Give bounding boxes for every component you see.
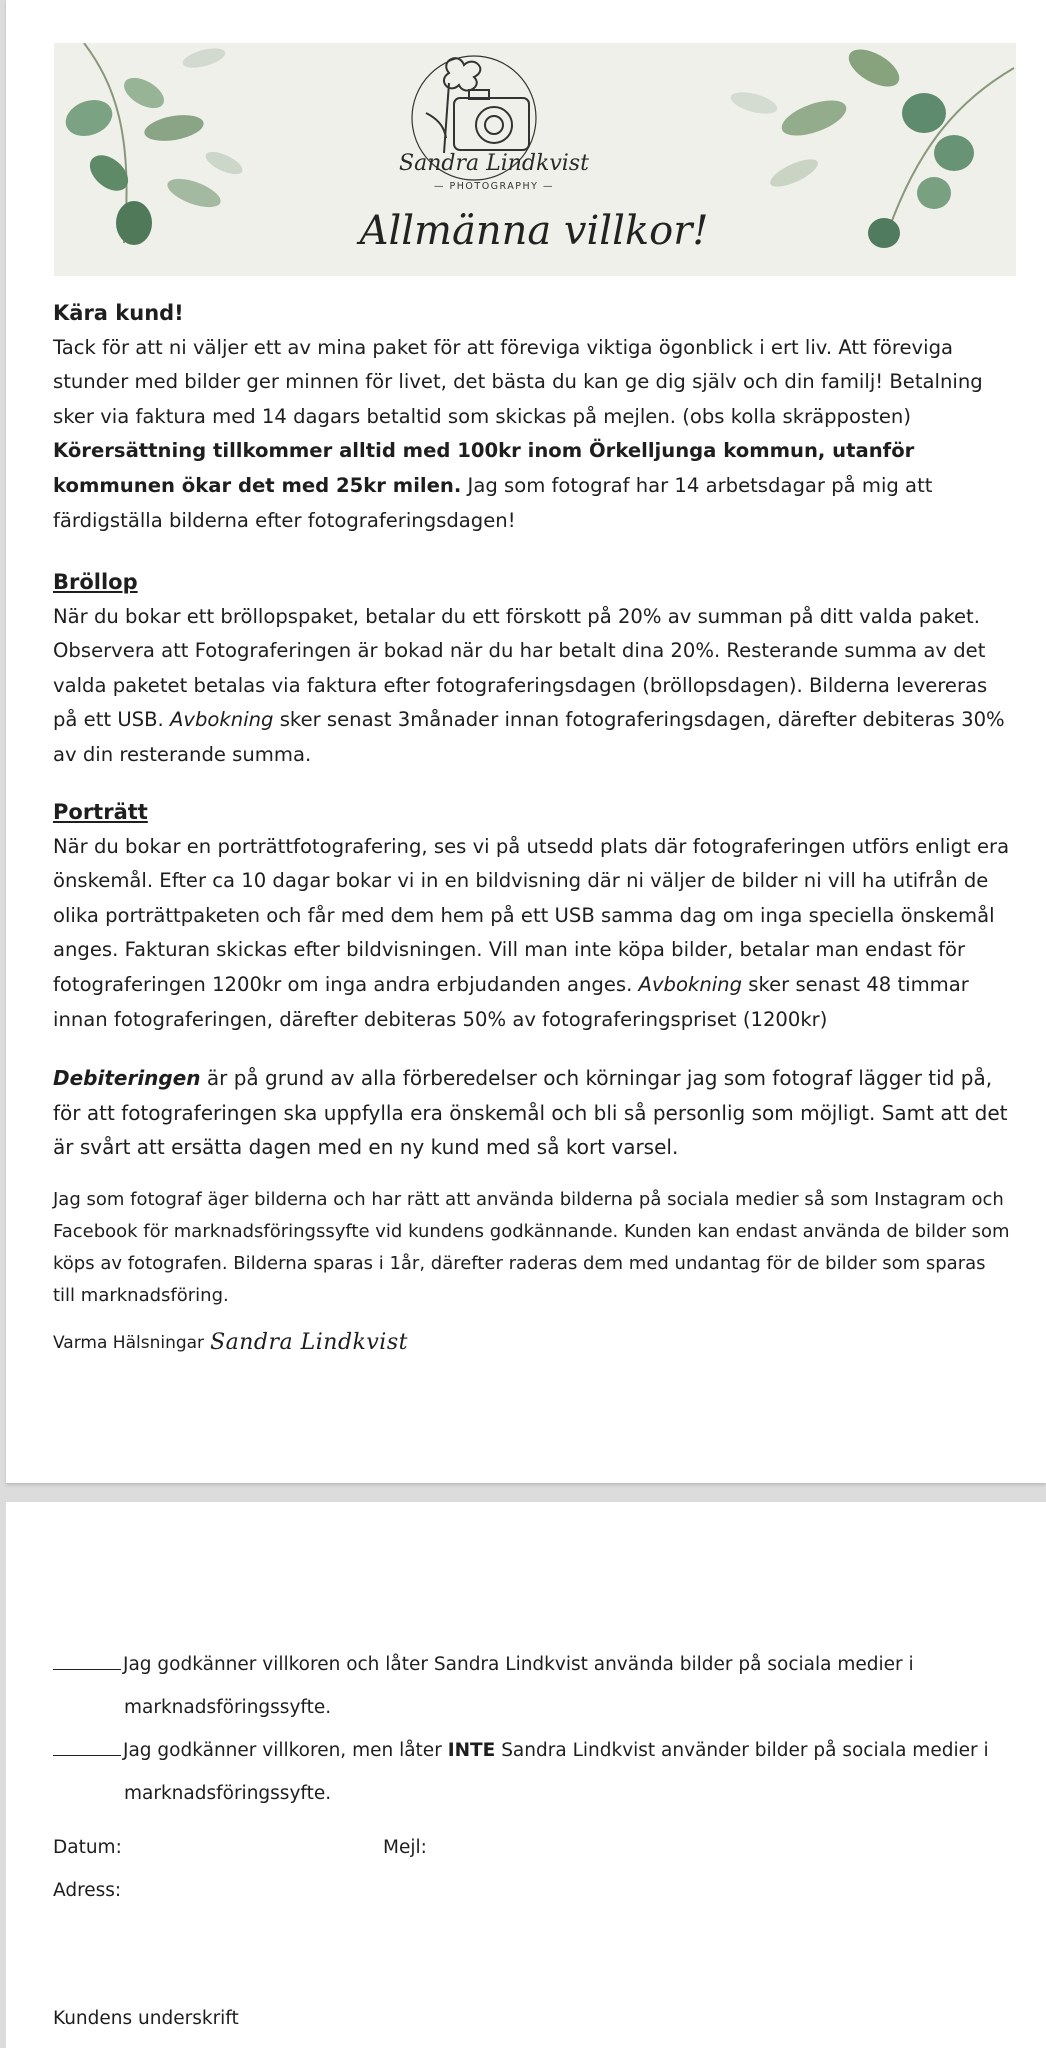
portrait-text bbox=[53, 830, 1013, 1038]
header-banner bbox=[54, 43, 1016, 276]
intro-text-1: Tack för att ni väljer ett av mina paket för att föreviga viktiga ögonblick i ert liv. Att föreviga stunder med bilder ger minnen för livet, det bästa du kan ge dig själv och din familj! Betalning sker via faktura med 14 dagars betaltid som skickas på mejlen. (obs kolla skräpposten) bbox=[53, 335, 983, 428]
debit-text bbox=[53, 1061, 1013, 1165]
consent-option-1[interactable] bbox=[53, 1643, 1003, 1729]
portrait-text-1: När du bokar en porträttfotografering, ses vi på utsedd plats där fotograferingen utförs enligt era önskemål. Efter ca 10 dagar bokar vi in en bildvisning där ni väljer de bilder ni vill ha utifrån de olika porträttpaketen och får med dem hem på ett USB samma dag om inga speciella önskemål anges. Fakturan skickas efter bildvisningen. Vill man inte köpa bilder, betalar man endast för fotograferingen 1200kr om inga andra erbjudanden anges. bbox=[53, 834, 1010, 996]
consent-2-not: INTE bbox=[447, 1740, 496, 1761]
consent-1-text: Jag godkänner villkoren och låter Sandra Lindkvist använda bilder på sociala medier i bbox=[123, 1654, 914, 1675]
wedding-heading: Bröllop bbox=[53, 570, 138, 594]
customer-signature-field[interactable]: Kundens underskrift bbox=[53, 2008, 239, 2029]
consent-1-text-cont: marknadsföringssyfte. bbox=[124, 1697, 332, 1718]
intro-text-2: Jag som fotograf har 14 arbetsdagar på mig att färdigställa bilderna efter fotograferingsdagen! bbox=[53, 473, 933, 532]
logo-name: Sandra Lindkvist bbox=[399, 151, 589, 176]
logo-subtitle: — PHOTOGRAPHY — bbox=[434, 181, 554, 192]
consent-2-blank[interactable] bbox=[53, 1755, 121, 1756]
consent-2-post: Sandra Lindkvist använder bilder på sociala medier i bbox=[495, 1740, 989, 1761]
signoff bbox=[53, 1330, 408, 1355]
signoff-text: Varma Hälsningar bbox=[53, 1332, 205, 1353]
mileage-fee: Körersättning tillkommer alltid med 100kr inom Örkelljunga kommun, utanför kommunen ökar det med 25kr milen. bbox=[53, 439, 915, 497]
portrait-heading: Porträtt bbox=[53, 800, 148, 824]
debit-section bbox=[53, 1061, 1013, 1165]
signature: Sandra Lindkvist bbox=[210, 1330, 408, 1355]
address-field[interactable]: Adress: bbox=[53, 1880, 122, 1901]
portrait-section bbox=[53, 795, 1013, 1037]
intro-section bbox=[53, 296, 1013, 538]
greeting: Kära kund! bbox=[53, 301, 184, 325]
portrait-cancellation: Avbokning bbox=[638, 972, 743, 996]
page-title: Allmänna villkor! bbox=[359, 208, 709, 254]
debit-body: är på grund av alla förberedelser och körningar jag som fotograf lägger tid på, för att fotograferingen ska uppfylla era önskemål och bli så personlig som möjligt. Samt att det är svårt att ersätta dagen med en ny kund med så kort varsel. bbox=[53, 1066, 1008, 1160]
wedding-text bbox=[53, 600, 1013, 773]
wedding-cancellation: Avbokning bbox=[170, 708, 274, 732]
terms-page bbox=[6, 0, 1046, 1483]
consent-page bbox=[6, 1502, 1046, 2048]
debit-lead: Debiteringen bbox=[53, 1066, 201, 1090]
wedding-section bbox=[53, 565, 1013, 773]
intro-text bbox=[53, 331, 1013, 539]
consent-2-pre: Jag godkänner villkoren, men låter bbox=[123, 1740, 448, 1761]
date-field[interactable]: Datum: bbox=[53, 1837, 122, 1858]
wedding-text-1: När du bokar ett bröllopspaket, betalar du ett förskott på 20% av summan på ditt valda paket. Observera att Fotograferingen är bokad när du har betalt dina 20%. Resterande summa av det valda paketet betalas via faktura efter fotograferingsdagen (bröllopsdagen). Bilderna levereras på ett USB. bbox=[53, 604, 988, 732]
consent-option-2[interactable] bbox=[53, 1729, 1003, 1815]
portrait-text-2: sker senast 48 timmar innan fotograferingen, därefter debiteras 50% av fotograferingspriset (1200kr) bbox=[53, 972, 969, 1031]
rights-section bbox=[53, 1184, 1013, 1312]
email-field[interactable]: Mejl: bbox=[383, 1837, 427, 1858]
consent-1-blank[interactable] bbox=[53, 1669, 121, 1670]
consent-2-text-cont: marknadsföringssyfte. bbox=[124, 1783, 332, 1804]
wedding-text-2: sker senast 3månader innan fotograferingsdagen, därefter debiteras 30% av din resterande summa. bbox=[53, 708, 1005, 766]
rights-text: Jag som fotograf äger bilderna och har rätt att använda bilderna på sociala medier så som Instagram och Facebook för marknadsföringssyfte vid kundens godkännande. Kunden kan endast använda de bilder som köps av fotografen. Bilderna sparas i 1år, därefter raderas dem med undantag för de bilder som sparas till marknadsföring. bbox=[53, 1189, 1010, 1306]
